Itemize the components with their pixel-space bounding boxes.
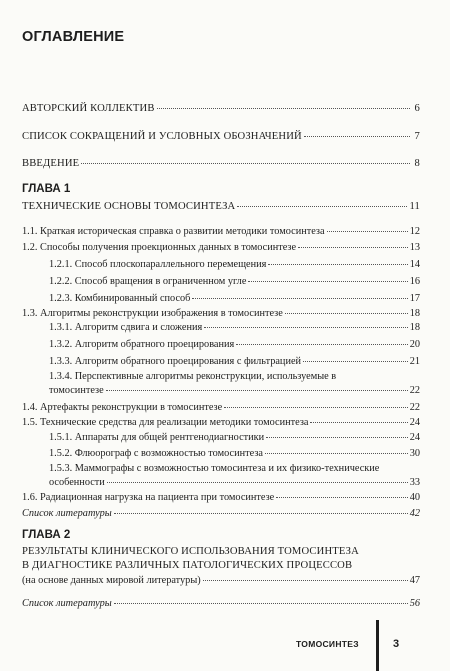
toc-entry[interactable] xyxy=(22,416,420,429)
leader-dots xyxy=(107,482,408,483)
leader-dots xyxy=(192,298,407,299)
toc-entry[interactable] xyxy=(22,491,420,504)
leader-dots xyxy=(303,361,408,362)
leader-dots xyxy=(265,453,408,454)
leader-dots xyxy=(304,136,410,137)
leader-dots xyxy=(266,437,408,438)
leader-dots xyxy=(203,580,408,581)
leader-dots xyxy=(327,231,408,232)
leader-dots xyxy=(276,497,407,498)
toc-page-number: 18 xyxy=(409,308,420,319)
toc-entry[interactable] xyxy=(22,241,420,254)
leader-dots xyxy=(114,513,408,514)
toc-entry-text: 1.4. Артефакты реконструкции в томосинтезе xyxy=(22,402,223,413)
toc-subentry[interactable] xyxy=(22,258,420,271)
toc-page-number: 22 xyxy=(409,402,420,413)
leader-dots xyxy=(114,603,408,604)
toc-entry-text: ВВЕДЕНИЕ xyxy=(22,158,80,169)
chapter-1-title[interactable] xyxy=(22,200,420,213)
toc-entry-text: 1.5.2. Флюорограф с возможностью томосинтеза xyxy=(49,448,263,459)
toc-entry-text: 1.3.2. Алгоритм обратного проецирования xyxy=(49,339,235,350)
toc-subentry[interactable] xyxy=(22,275,420,288)
chapter-2-label: ГЛАВА 2 xyxy=(22,529,71,541)
toc-entry-text: 1.3.3. Алгоритм обратного проецирования с фильтрацией xyxy=(49,356,302,367)
toc-entry-abbreviations[interactable] xyxy=(22,130,420,143)
toc-page-number: 42 xyxy=(409,508,420,519)
toc-subentry[interactable] xyxy=(22,292,420,305)
footer-divider-bar xyxy=(376,620,379,671)
toc-page-number: 24 xyxy=(409,432,420,443)
leader-dots xyxy=(157,108,410,109)
page-title: ОГЛАВЛЕНИЕ xyxy=(22,29,125,45)
toc-page-number: 40 xyxy=(409,492,420,503)
toc-entry-references[interactable] xyxy=(22,597,420,610)
leader-dots xyxy=(237,206,407,207)
leader-dots xyxy=(268,264,407,265)
toc-entry-references[interactable] xyxy=(22,507,420,520)
leader-dots xyxy=(106,390,408,391)
toc-page-number: 18 xyxy=(409,322,420,333)
leader-dots xyxy=(81,163,410,164)
toc-entry-text: 1.5. Технические средства для реализации методики томосинтеза xyxy=(22,417,309,428)
toc-subentry-line1[interactable]: 1.3.4. Перспективные алгоритмы реконструкции, используемые в xyxy=(49,371,337,382)
leader-dots xyxy=(204,327,407,328)
chapter-2-title[interactable] xyxy=(22,574,420,587)
toc-entry-text: 1.2.3. Комбинированный способ xyxy=(49,293,191,304)
toc-page-number: 7 xyxy=(414,131,420,142)
toc-page-number: 14 xyxy=(409,259,420,270)
toc-page-number: 56 xyxy=(409,598,420,609)
toc-page-number: 11 xyxy=(409,201,420,212)
toc-subentry[interactable] xyxy=(22,476,420,489)
toc-entry-introduction[interactable] xyxy=(22,157,420,170)
toc-entry-text: 1.2. Способы получения проекционных данных в томосинтезе xyxy=(22,242,297,253)
toc-entry-text: томосинтезе xyxy=(49,385,104,396)
toc-entry-text: 1.2.1. Способ плоскопараллельного перемещения xyxy=(49,259,267,270)
toc-entry[interactable] xyxy=(22,307,420,320)
toc-subentry[interactable] xyxy=(22,431,420,444)
toc-subentry-line1[interactable]: 1.5.3. Маммографы с возможностью томосинтеза и их физико-технические xyxy=(49,463,380,474)
toc-entry-text: 1.3.1. Алгоритм сдвига и сложения xyxy=(49,322,203,333)
toc-entry-text: 1.5.1. Аппараты для общей рентгенодиагностики xyxy=(49,432,265,443)
toc-subentry[interactable] xyxy=(22,384,420,397)
leader-dots xyxy=(298,247,408,248)
toc-entry-text: 1.1. Краткая историческая справка о развитии методики томосинтеза xyxy=(22,226,325,237)
toc-page-number: 24 xyxy=(409,417,420,428)
toc-entry-authors[interactable] xyxy=(22,102,420,115)
toc-page-number: 6 xyxy=(414,103,420,114)
running-title: ТОМОСИНТЕЗ xyxy=(296,639,359,649)
toc-subentry[interactable] xyxy=(22,338,420,351)
leader-dots xyxy=(236,344,407,345)
toc-page-number: 16 xyxy=(409,276,420,287)
chapter-1-label: ГЛАВА 1 xyxy=(22,183,71,195)
toc-page-number: 17 xyxy=(409,293,420,304)
leader-dots xyxy=(285,313,408,314)
toc-page-number: 12 xyxy=(409,226,420,237)
toc-page-number: 8 xyxy=(414,158,420,169)
toc-page-number: 30 xyxy=(409,448,420,459)
toc-page-number: 13 xyxy=(409,242,420,253)
toc-page-number: 47 xyxy=(409,575,420,586)
toc-page-number: 21 xyxy=(409,356,420,367)
toc-entry-text: СПИСОК СОКРАЩЕНИЙ И УСЛОВНЫХ ОБОЗНАЧЕНИЙ xyxy=(22,131,302,142)
chapter-title-text: (на основе данных мировой литературы) xyxy=(22,575,201,586)
leader-dots xyxy=(224,407,408,408)
toc-page-number: 33 xyxy=(409,477,420,488)
toc-entry-text: 1.3. Алгоритмы реконструкции изображения в томосинтезе xyxy=(22,308,283,319)
leader-dots xyxy=(248,281,407,282)
toc-page-number: 22 xyxy=(409,385,420,396)
chapter-2-title-line1[interactable]: РЕЗУЛЬТАТЫ КЛИНИЧЕСКОГО ИСПОЛЬЗОВАНИЯ ТОМОСИНТЕЗА xyxy=(22,546,359,557)
toc-entry-text: Список литературы xyxy=(22,508,112,519)
toc-entry-text: АВТОРСКИЙ КОЛЛЕКТИВ xyxy=(22,103,155,114)
toc-subentry[interactable] xyxy=(22,447,420,460)
toc-page-number: 20 xyxy=(409,339,420,350)
toc-entry-text: особенности xyxy=(49,477,105,488)
toc-subentry[interactable] xyxy=(22,321,420,334)
toc-entry-text: 1.6. Радиационная нагрузка на пациента при томосинтезе xyxy=(22,492,275,503)
toc-entry[interactable] xyxy=(22,225,420,238)
toc-entry[interactable] xyxy=(22,401,420,414)
toc-entry-text: 1.2.2. Способ вращения в ограниченном угле xyxy=(49,276,247,287)
toc-subentry[interactable] xyxy=(22,355,420,368)
chapter-2-title-line2[interactable]: В ДИАГНОСТИКЕ РАЗЛИЧНЫХ ПАТОЛОГИЧЕСКИХ ПРОЦЕССОВ xyxy=(22,560,353,571)
toc-entry-text: Список литературы xyxy=(22,598,112,609)
chapter-title-text: ТЕХНИЧЕСКИЕ ОСНОВЫ ТОМОСИНТЕЗА xyxy=(22,201,236,212)
leader-dots xyxy=(310,422,407,423)
page-number: 3 xyxy=(393,638,400,650)
